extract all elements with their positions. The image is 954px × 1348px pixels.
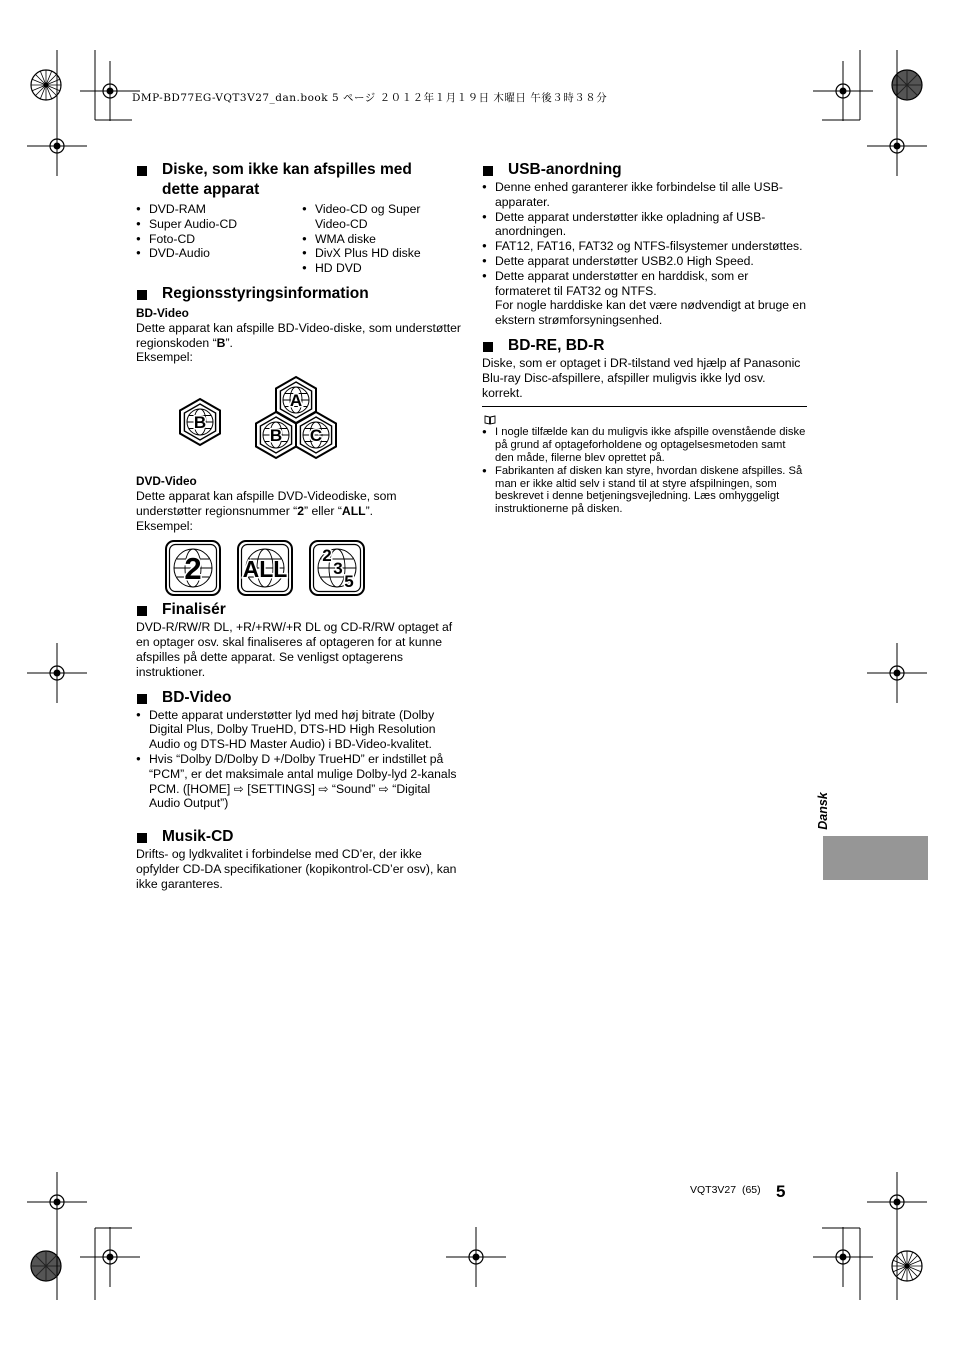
square-bullet-icon [137, 833, 147, 843]
book-icon [484, 415, 496, 425]
list-item: ● Denne enhed garanterer ikke forbindelse til alle USB-apparater. [482, 180, 807, 210]
section-bd-re [482, 336, 807, 400]
unplayable-list [136, 202, 462, 276]
dvd-logo-multi [310, 541, 364, 595]
paragraph: Dette apparat kan afspille BD-Video-diske, som understøtter regionskoden “B”. [136, 320, 461, 350]
language-side-label: Dansk [815, 792, 830, 830]
dvd-region-logos [164, 538, 404, 598]
bd-video-list [136, 708, 462, 812]
list-item: ● DVD-RAM [136, 202, 302, 217]
list-item: ● Video-CD og Super Video-CD [302, 202, 452, 232]
svg-text:3: 3 [333, 559, 343, 579]
footer-code: VQT3V27 (65) [690, 1184, 761, 1196]
square-bullet-icon [483, 166, 493, 176]
svg-text:A: A [289, 391, 303, 411]
page-number: 5 [776, 1182, 786, 1201]
list-item: ● Foto-CD [136, 232, 302, 247]
list-item: ● Dette apparat understøtter USB2.0 High Speed. [482, 254, 807, 269]
square-bullet-icon [137, 166, 147, 176]
square-bullet-icon [483, 342, 493, 352]
list-item: ● DVD-Audio [136, 246, 302, 261]
list-item: ● FAT12, FAT16, FAT32 og NTFS-filsystemer understøttes. [482, 239, 807, 254]
square-bullet-icon [137, 290, 147, 300]
left-column [136, 160, 462, 892]
list-item: ● Super Audio-CD [136, 217, 302, 232]
unplayable-list-col2 [302, 202, 452, 276]
subheading-bd-video: BD-Video [136, 305, 189, 320]
notes-section [482, 415, 807, 516]
example-label: Eksempel: [136, 518, 193, 533]
square-bullet-icon [137, 694, 147, 704]
section-unplayable-discs [136, 160, 462, 276]
svg-text:2: 2 [184, 551, 202, 587]
svg-text:C: C [309, 426, 323, 446]
section-region [136, 284, 462, 598]
language-tab [823, 836, 928, 880]
section-title: Finalisér [136, 600, 462, 620]
bd-logo-b [256, 412, 296, 458]
section-music-cd [136, 827, 462, 891]
section-title: Musik-CD [136, 827, 462, 847]
svg-text:B: B [193, 413, 207, 433]
subheading-dvd-video: DVD-Video [136, 474, 197, 489]
list-item: ● Dette apparat understøtter en harddisk, som er formateret til FAT32 og NTFS. [482, 269, 807, 299]
list-item: ● I nogle tilfælde kan du muligvis ikke afspille ovenstående diske på grund af optageforholdene og optagelsesmetoden samt den måde, filerne blev oprettet på. [482, 426, 807, 464]
section-title: BD-Video [136, 688, 462, 708]
svg-text:5: 5 [344, 572, 354, 592]
svg-text:2: 2 [322, 546, 332, 566]
list-item: ● Fabrikanten af disken kan styre, hvordan diskene afspilles. Så man er ikke altid selv i stand til at styre afspilningen, som beskrevet i denne betjeningsvejledning. Læs omhyggeligt instruktionerne på disken. [482, 465, 807, 516]
bd-region-logos [172, 372, 392, 472]
section-finalize [136, 600, 462, 679]
section-bd-video [136, 688, 462, 812]
usb-list [482, 180, 807, 298]
notes-list [482, 426, 807, 516]
section-title: USB-anordning [482, 160, 807, 180]
paragraph: Drifts- og lydkvalitet i forbindelse med CD’er, der ikke opfylder CD-DA specifikationer (kopikontrol-CD’er osv), kan ikke garanteres. [136, 847, 457, 891]
unplayable-list-col1 [136, 202, 302, 276]
paragraph: DVD-R/RW/R DL, +R/+RW/+R DL og CD-R/RW optaget af en optager osv. skal finaliseres af optageren for at kunne afspilles på dette apparat. Se venligst optagerens instruktioner. [136, 620, 453, 679]
section-usb [482, 160, 807, 328]
example-label: Eksempel: [136, 350, 193, 365]
bd-logo-c [296, 412, 336, 458]
paragraph: Dette apparat kan afspille DVD-Videodiske, som understøtter regionsnummer “2” eller “ALL”. [136, 488, 397, 518]
right-column [482, 160, 807, 516]
list-item: ● DivX Plus HD diske [302, 246, 452, 261]
file-header: DMP-BD77EG-VQT3V27_dan.book 5 ページ ２０１２年１月１９日 木曜日 午後３時３８分 [132, 92, 608, 104]
square-bullet-icon [137, 606, 147, 616]
list-item: ● Hvis “Dolby D/Dolby D +/Dolby TrueHD” er indstillet på “PCM”, er det maksimale antal mulige Dolby-lyd 2-kanals PCM. ([HOME] ⇨ [SETTINGS] ⇨ “Sound” ⇨ “Digital Audio Output”) [136, 752, 462, 811]
section-title: Diske, som ikke kan afspilles med dette apparat [136, 160, 462, 200]
paragraph: Diske, som er optaget i DR-tilstand ved hjælp af Panasonic Blu-ray Disc-afspillere, afspiller muligvis ikke lyd osv. korrekt. [482, 355, 801, 400]
svg-text:ALL: ALL [242, 556, 288, 583]
list-item: ● WMA diske [302, 232, 452, 247]
svg-text:B: B [269, 426, 283, 446]
notes-divider [482, 406, 807, 407]
dvd-logo-2 [166, 541, 220, 595]
dvd-logo-all [238, 541, 292, 595]
list-item: ● HD DVD [302, 261, 452, 276]
paragraph: For nogle harddiske kan det være nødvendigt at bruge en ekstern strømforsyningsenhed. [495, 298, 806, 328]
bd-logo-single [180, 399, 220, 445]
section-title: Regionsstyringsinformation [136, 284, 462, 304]
section-title: BD-RE, BD-R [482, 336, 807, 356]
list-item: ● Dette apparat understøtter ikke opladning af USB-anordningen. [482, 210, 807, 240]
list-item: ● Dette apparat understøtter lyd med høj bitrate (Dolby Digital Plus, Dolby TrueHD, DTS-HD High Resolution Audio og DTS-HD Master Audio) i BD-Video-kvalitet. [136, 708, 462, 752]
